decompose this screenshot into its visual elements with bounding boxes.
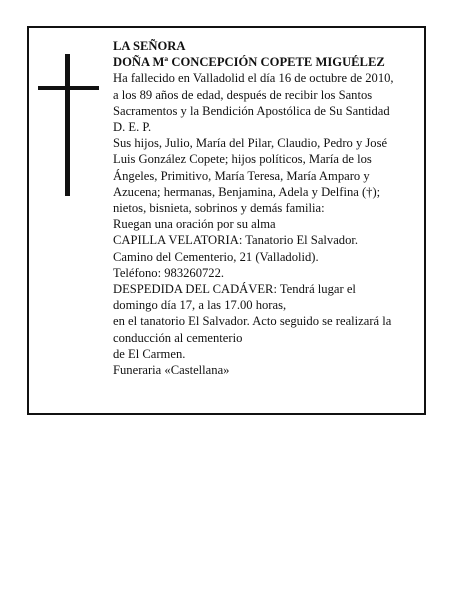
obituary-line: de El Carmen. [113,346,186,361]
obituary-line: Ha fallecido en Valladolid el día 16 de octubre de 2010, [113,71,394,86]
obituary-line: Azucena; hermanas, Benjamina, Adela y Delfina (†); [113,184,381,199]
heading-title: LA SEÑORA [113,39,186,53]
deceased-name: DOÑA Mª CONCEPCIÓN COPETE MIGUÉLEZ [113,55,385,70]
obituary-line: Funeraria «Castellana» [113,363,230,378]
obituary-line: Luis González Copete; hijos políticos, María de los [113,152,372,167]
obituary-line: a los 89 años de edad, después de recibir los Santos [113,87,373,102]
obituary-line: Sus hijos, Julio, María del Pilar, Claudio, Pedro y José [113,136,388,151]
cross-icon [38,54,99,196]
obituary-text [113,38,418,378]
obituary-line: Camino del Cementerio, 21 (Valladolid). [113,249,319,264]
obituary-line: en el tanatorio El Salvador. Acto seguido se realizará la [113,314,392,329]
obituary-line: conducción al cementerio [113,330,243,345]
obituary-line: Teléfono: 983260722. [113,265,225,280]
obituary-line: CAPILLA VELATORIA: Tanatorio El Salvador. [113,233,359,248]
cross-vertical-bar [65,54,70,196]
obituary-line: domingo día 17, a las 17.00 horas, [113,298,287,313]
obituary-line: D. E. P. [113,120,152,135]
cross-horizontal-bar [38,86,99,90]
obituary-line: Sacramentos y la Bendición Apostólica de Su Santidad [113,103,390,118]
obituary-line: DESPEDIDA DEL CADÁVER: Tendrá lugar el [113,282,356,297]
obituary-line: nietos, bisnieta, sobrinos y demás familia: [113,201,325,216]
obituary-line: Ruegan una oración por su alma [113,217,276,232]
obituary-body [113,70,418,378]
obituary-line: Ángeles, Primitivo, María Teresa, María Amparo y [113,168,370,183]
